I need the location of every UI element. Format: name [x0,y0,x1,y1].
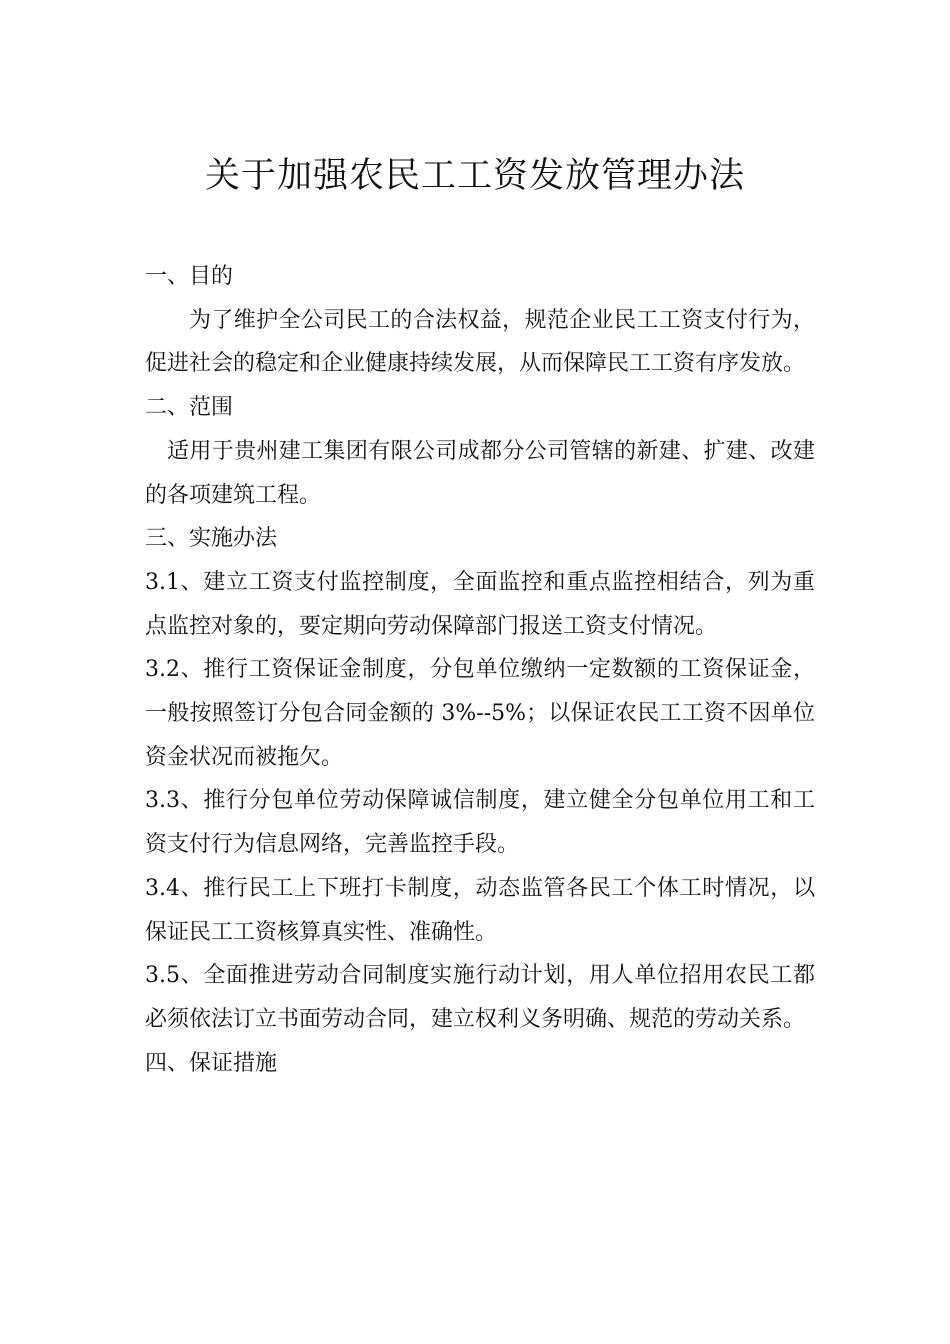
document-title: 关于加强农民工工资发放管理办法 [204,156,745,196]
implementation-item-3-2: 3.2、推行工资保证金制度，分包单位缴纳一定数额的工资保证金，一般按照签订分包合同金额的 3%--5%；以保证农民工工资不因单位资金状况而被拖欠。 [145,657,815,770]
section-heading-implementation: 三、实施办法 [145,526,278,552]
implementation-item-3-1: 3.1、建立工资支付监控制度，全面监控和重点监控相结合，列为重点监控对象的，要定期向劳动保障部门报送工资支付情况。 [145,569,815,639]
implementation-item-3-5: 3.5、全面推进劳动合同制度实施行动计划，用人单位招用农民工都必须依法订立书面劳动合同，建立权利义务明确、规范的劳动关系。 [145,963,815,1032]
section-heading-scope: 二、范围 [145,395,234,421]
implementation-item-3-3: 3.3、推行分包单位劳动保障诚信制度，建立健全分包单位用工和工资支付行为信息网络，完善监控手段。 [145,788,815,858]
section-heading-purpose: 一、目的 [145,264,234,289]
scope-paragraph: 适用于贵州建工集团有限公司成都分公司管辖的新建、扩建、改建的各项建筑工程。 [145,438,815,508]
section-heading-guarantee: 四、保证措施 [145,1050,278,1076]
implementation-item-3-4: 3.4、推行民工上下班打卡制度，动态监管各民工个体工时情况，以保证民工工资核算真实性、准确性。 [145,875,815,945]
document-body [145,255,815,1085]
purpose-paragraph: 为了维护全公司民工的合法权益，规范企业民工工资支付行为，促进社会的稳定和企业健康持续发展，从而保障民工工资有序发放。 [145,307,815,377]
